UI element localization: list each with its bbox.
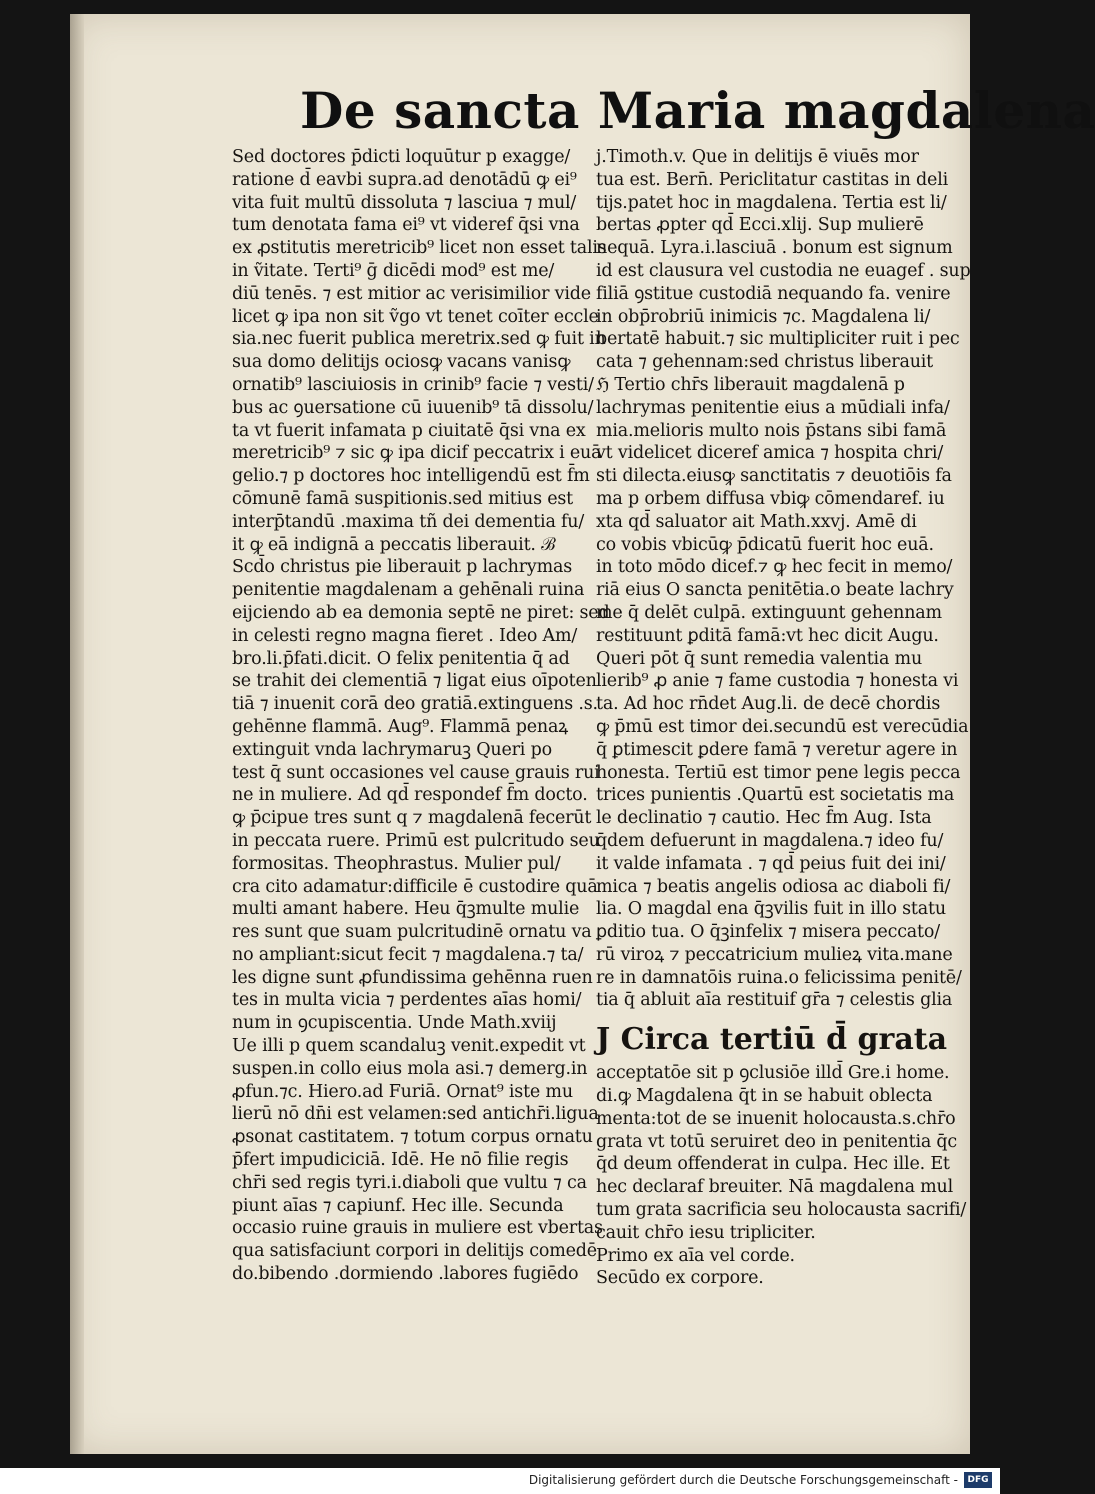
text-line: cōmunē famā suspitionis.sed mitius est (232, 488, 574, 509)
text-line: tes in multa vicia ⁊ perdentes aīas homi/ (232, 990, 582, 1011)
text-line: piunt aīas ⁊ capiunf. Hec ille. Secunda (232, 1195, 564, 1216)
text-line: ta. Ad hoc rn̄det Aug.li. de decē chordis (596, 694, 941, 715)
text-line: ꝙ p̄mū est timor dei.secundū est verecūdia (596, 716, 969, 737)
text-line: menta:tot de se inuenit holocausta.s.chr̄o (596, 1108, 956, 1129)
text-line: mica ⁊ beatis angelis odiosa ac diaboli fi/ (596, 876, 951, 897)
text-line: ornatib⁹ lasciuiosis in crinib⁹ facie ⁊ vesti/ (232, 374, 594, 395)
text-line: test q̄ sunt occasiones vel cause grauis rui (232, 762, 600, 783)
text-line: hec declaraf breuiter. Nā magdalena mul (596, 1177, 954, 1198)
text-line: cauit chr̄o iesu tripliciter. (596, 1222, 816, 1243)
text-line: q̄d deum offenderat in culpa. Hec ille. Et (596, 1154, 950, 1175)
text-line: p̄fert impudiciciā. Idē. He nō filie regis (232, 1150, 569, 1171)
text-line: ta vt fuerit infamata p ciuitatē q̄si vna ex (232, 420, 586, 441)
text-line: bertas ꝓpter qd̄ Ecci.xlij. Sup mulierē (596, 215, 924, 236)
text-line: it valde infamata . ⁊ qd̄ peius fuit dei ini/ (596, 853, 946, 874)
page-binding-edge (70, 14, 84, 1454)
text-line: restituunt ꝑditā famā:vt hec dicit Augu. (596, 625, 939, 646)
text-line: formositas. Theophrastus. Mulier pul/ (232, 853, 561, 874)
text-line: xta qd̄ saluator ait Math.xxvj. Amē di (596, 511, 917, 532)
text-line: ꝓsonat castitatem. ⁊ totum corpus ornatu (232, 1127, 593, 1148)
right-column-part-b (596, 1062, 966, 1290)
text-line: ꝑditio tua. O q̄ꝫinfelix ⁊ misera peccato/ (596, 922, 940, 943)
text-line: bus ac ꝯuersatione cū iuuenib⁹ tā dissolu/ (232, 397, 594, 418)
text-line: tum grata sacrificia seu holocausta sacrifi/ (596, 1200, 967, 1221)
text-line: q̄dem defuerunt in magdalena.⁊ ideo fu/ (596, 830, 944, 851)
text-line: ꝙ p̄cipue tres sunt q ⁊ magdalenā fecerūt (232, 808, 592, 829)
text-line: tia q̄ abluit aīa restituif gr̄a ⁊ celestis glia (596, 990, 953, 1011)
text-line: qua satisfaciunt corpori in delitijs comedē (232, 1241, 597, 1262)
text-line: co vobis vbicūꝙ p̄dicatū fuerit hoc euā. (596, 534, 934, 555)
text-line: ma p orbem diffusa vbiꝙ cōmendaref. iu (596, 488, 945, 509)
dfg-logo: DFG (964, 1472, 992, 1488)
right-column-part-a (596, 146, 971, 1012)
text-line: grata vt totū seruiret deo in penitentia q̄c (596, 1131, 958, 1152)
text-line: sti dilecta.eiusꝙ sanctitatis ⁊ deuotiōis fa (596, 466, 952, 487)
text-line: sia.nec fuerit publica meretrix.sed ꝙ fuit in (232, 329, 606, 350)
text-line: no ampliant:sicut fecit ⁊ magdalena.⁊ ta/ (232, 944, 584, 965)
text-line: se trahit dei clementiā ⁊ ligat eius oīpoten (232, 671, 597, 692)
text-line: j.Timoth.v. Que in delitijs ē viuēs mor (596, 147, 919, 167)
text-line: eijciendo ab ea demonia septē ne piret: sed (232, 602, 610, 623)
text-line: gehēnne flammā. Aug⁹. Flammā penaꝝ (232, 716, 569, 737)
text-line: les digne sunt ꝓfundissima gehēnna ruen (232, 967, 593, 988)
text-line: re in damnatōis ruina.o felicissima penitē/ (596, 967, 962, 988)
book-page (70, 14, 1095, 1454)
text-line: vita fuit multū dissoluta ⁊ lasciua ⁊ mul/ (232, 192, 577, 213)
footer-bar (0, 1468, 1000, 1494)
text-line: licet ꝙ ipa non sit ṽgo vt tenet coīter eccle (232, 306, 599, 327)
text-line: in ṽitate. Terti⁹ ḡ dicēdi mod⁹ est me/ (232, 260, 555, 281)
text-line: bro.li.p̄fati.dicit. O felix penitentia q̄ ad (232, 648, 570, 669)
text-line: chr̄i sed regis tyri.i.diaboli que vultu ⁊ ca (232, 1172, 587, 1193)
text-line: lachrymas penitentie eius a mūdiali infa/ (596, 397, 950, 418)
text-line: honesta. Tertiū est timor pene legis pecca (596, 762, 961, 783)
text-line: in celesti regno magna fieret . Ideo Am/ (232, 625, 578, 646)
text-line: occasio ruine grauis in muliere est vbertas (232, 1218, 603, 1239)
text-line: diū tenēs. ⁊ est mitior ac verisimilior vide (232, 283, 591, 304)
text-line: trices punientis .Quartū est societatis ma (596, 785, 955, 806)
text-line: le declinatio ⁊ cautio. Hec f̄m Aug. Ista (596, 808, 932, 829)
text-line: in obp̄robriū inimicis ⁊c. Magdalena li/ (596, 306, 931, 327)
text-line: lia. O magdal ena q̄ꝫvilis fuit in illo statu (596, 899, 946, 920)
text-line: gelio.⁊ p doctores hoc intelligendū est f̄m (232, 466, 590, 487)
text-line: id est clausura vel custodia ne euagef . sup (596, 260, 971, 281)
text-line: suspen.in collo eius mola asi.⁊ demerg.in (232, 1058, 588, 1079)
text-line: meretricib⁹ ⁊ sic ꝙ ipa dicif peccatrix i euā (232, 443, 602, 464)
text-line: tum denotata fama ei⁹ vt videref q̄si vna (232, 215, 580, 236)
text-line: ratione d̄ eavbi supra.ad denotādū ꝙ ei⁹ (232, 169, 577, 190)
text-line: num in ꝯcupiscentia. Unde Math.xviij (232, 1013, 557, 1034)
right-text-column (596, 146, 971, 1290)
text-line: ℌ Tertio chr̄s liberauit magdalenā p (596, 374, 905, 395)
text-line: rū viroꝝ ⁊ peccatricium mulieꝝ vita.mane (596, 944, 953, 965)
text-line: nequā. Lyra.i.lasciuā . bonum est signum (596, 238, 953, 259)
text-line: bertatē habuit.⁊ sic multipliciter ruit i pec (596, 329, 960, 350)
text-line: it ꝙ eā indignā a peccatis liberauit. ℬ (232, 534, 556, 555)
footer-text: Digitalisierung gefördert durch die Deutsche Forschungsgemeinschaft - (528, 1473, 958, 1487)
text-line: in peccata ruere. Primū est pulcritudo seu (232, 830, 600, 851)
left-text-column (232, 146, 610, 1286)
text-line: do.bibendo .dormiendo .labores fugiēdo (232, 1264, 579, 1285)
text-line: extinguit vnda lachrymaruꝫ Queri po (232, 739, 552, 760)
text-line: cra cito adamatur:difficile ē custodire quā (232, 876, 598, 897)
section-title: J Circa tertiū d̄ grata (596, 1022, 948, 1058)
text-line: me q̄ delēt culpā. extinguunt gehennam (596, 602, 942, 623)
text-line: Sed doctores p̄dicti loquūtur p exagge/ (232, 147, 571, 167)
text-line: ꝓfun.⁊c. Hiero.ad Furiā. Ornat⁹ iste mu (232, 1081, 573, 1102)
text-line: multi amant habere. Heu q̄ꝫmulte mulie (232, 899, 580, 920)
text-line: ex ꝓstitutis meretricib⁹ licet non esset talis (232, 238, 607, 259)
text-line: in toto mōdo dicef.⁊ ꝙ hec fecit in memo/ (596, 557, 953, 578)
text-line: interp̄tandū .maxima tñ dei dementia fu/ (232, 511, 585, 532)
text-line: vt videlicet diceref amica ⁊ hospita chri/ (596, 443, 944, 464)
text-line: tiā ⁊ inuenit corā deo gratiā.extinguens .s. (232, 694, 598, 715)
text-line: cata ⁊ gehennam:sed christus liberauit (596, 352, 933, 373)
page-heading: De sancta Maria magdalena (300, 81, 1095, 140)
text-line: tua est. Bern̄. Periclitatur castitas in deli (596, 169, 949, 190)
text-line: Ue illi p quem scandaluꝫ venit.expedit vt (232, 1036, 586, 1057)
text-line: Primo ex aīa vel corde. (596, 1245, 795, 1266)
text-line: lierib⁹ ꝓ anie ⁊ fame custodia ⁊ honesta vi (596, 671, 959, 692)
text-line: filiā ꝯstitue custodiā nequando fa. venire (596, 283, 951, 304)
text-line: res sunt que suam pulcritudinē ornatu va (232, 922, 592, 943)
text-line: Scd̄o christus pie liberauit p lachrymas (232, 557, 573, 578)
text-line: acceptatōe sit p ꝯclusiōe illd̄ Gre.i home. (596, 1063, 950, 1084)
text-line: sua domo delitijs ociosꝙ vacans vanisꝙ (232, 352, 571, 373)
text-line: di.ꝙ Magdalena q̄t in se habuit oblecta (596, 1086, 933, 1107)
text-line: q̄ ꝑtimescit ꝑdere famā ⁊ veretur agere in (596, 739, 958, 760)
text-line: tijs.patet hoc in magdalena. Tertia est li/ (596, 192, 947, 213)
text-line: lierū nō dn̄i est velamen:sed antichr̄i.ligua (232, 1104, 599, 1125)
text-line: mia.melioris multo nois p̄stans sibi famā (596, 420, 947, 441)
text-line: riā eius O sancta penitētia.o beate lachry (596, 580, 954, 601)
text-line: Queri pōt q̄ sunt remedia valentia mu (596, 648, 923, 669)
text-line: ne in muliere. Ad qd̄ respondef f̄m docto. (232, 785, 588, 806)
text-line: penitentie magdalenam a gehēnali ruina (232, 580, 585, 601)
text-line: Secūdo ex corpore. (596, 1268, 764, 1289)
